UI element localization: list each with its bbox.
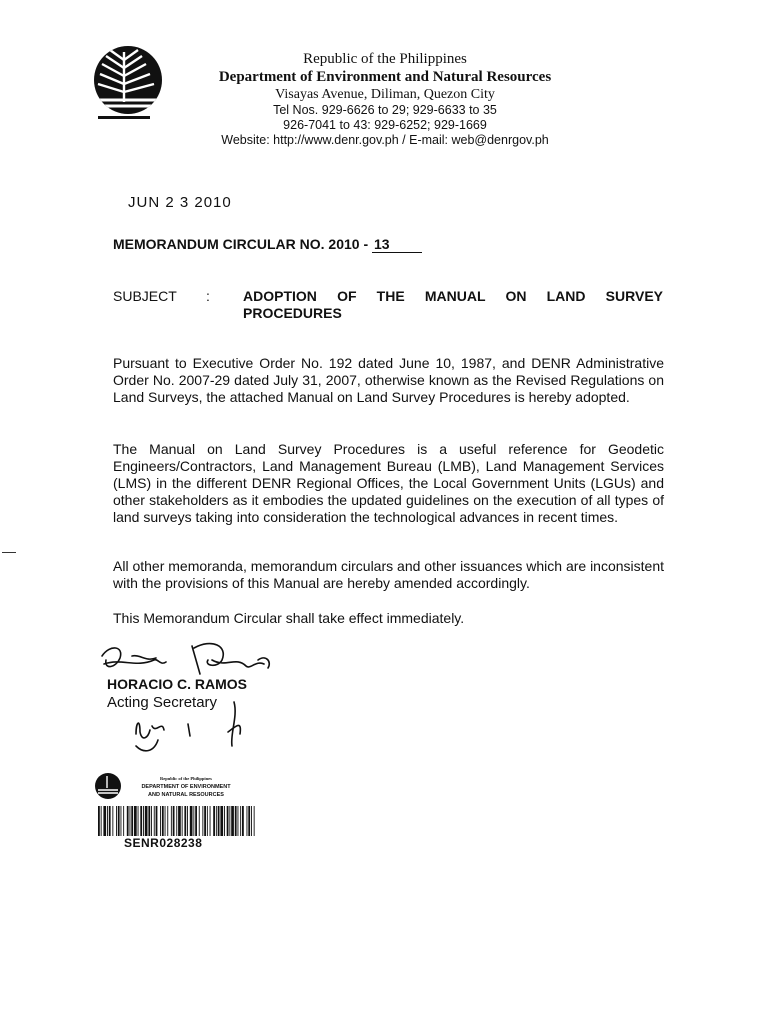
denr-logo-icon <box>80 42 176 122</box>
letterhead <box>190 50 580 148</box>
stamp-line-3: AND NATURAL RESOURCES <box>148 792 224 798</box>
denr-stamp-logo-icon <box>90 770 126 802</box>
paragraph-4: This Memorandum Circular shall take effect immediately. <box>113 610 465 626</box>
telephone-line-2: 926-7041 to 43: 929-6252; 929-1669 <box>283 118 487 132</box>
country-name: Republic of the Philippines <box>303 51 467 67</box>
website-email-line: Website: http://www.denr.gov.ph / E-mail: web@denrgov.ph <box>221 133 549 147</box>
stamp-line-2: DEPARTMENT OF ENVIRONMENT <box>141 784 231 790</box>
records-stamp-text <box>136 775 236 799</box>
signatory-name: HORACIO C. RAMOS <box>107 676 247 692</box>
paragraph-2: The Manual on Land Survey Procedures is a useful reference for Geodetic Engineers/Contractors, Land Management Bureau (LMB), Land Management Services (LMS) in the different DENR Regional Offices, the Local Government Units (LGUs) and other stakeholders as it embodies the updated guidelines on the execution of all types of land surveys taking into consideration the technological advances in recent times. <box>113 441 664 525</box>
stamp-line-1: Republic of the Philippines <box>160 776 212 781</box>
margin-mark <box>2 552 16 553</box>
subject-label: SUBJECT <box>113 288 177 304</box>
agency-address: Visayas Avenue, Diliman, Quezon City <box>275 87 495 102</box>
paragraph-3: All other memoranda, memorandum circulars and other issuances which are inconsistent with the provisions of this Manual are hereby amended accordingly. <box>113 558 664 591</box>
paragraph-1: Pursuant to Executive Order No. 192 dated June 10, 1987, and DENR Administrative Order No. 2007-29 dated July 31, 2007, otherwise known as the Revised Regulations on Land Surveys, the attached Manual on Land Survey Procedures is hereby adopted. <box>113 355 664 405</box>
issue-date: JUN 2 3 2010 <box>128 194 232 211</box>
subject-text: ADOPTION OF THE MANUAL ON LAND SURVEY PROCEDURES <box>243 288 663 321</box>
memorandum-circular-number <box>113 236 422 253</box>
barcode-number: SENR028238 <box>124 836 203 850</box>
barcode-icon <box>96 806 258 836</box>
memo-number: 13 <box>372 236 422 253</box>
telephone-line-1: Tel Nos. 929-6626 to 29; 929-6633 to 35 <box>273 103 497 117</box>
signatory-title: Acting Secretary <box>107 694 218 711</box>
memo-label: MEMORANDUM CIRCULAR NO. 2010 - <box>113 236 369 252</box>
agency-name: Department of Environment and Natural Resources <box>218 69 552 85</box>
subject-colon: : <box>206 288 210 304</box>
